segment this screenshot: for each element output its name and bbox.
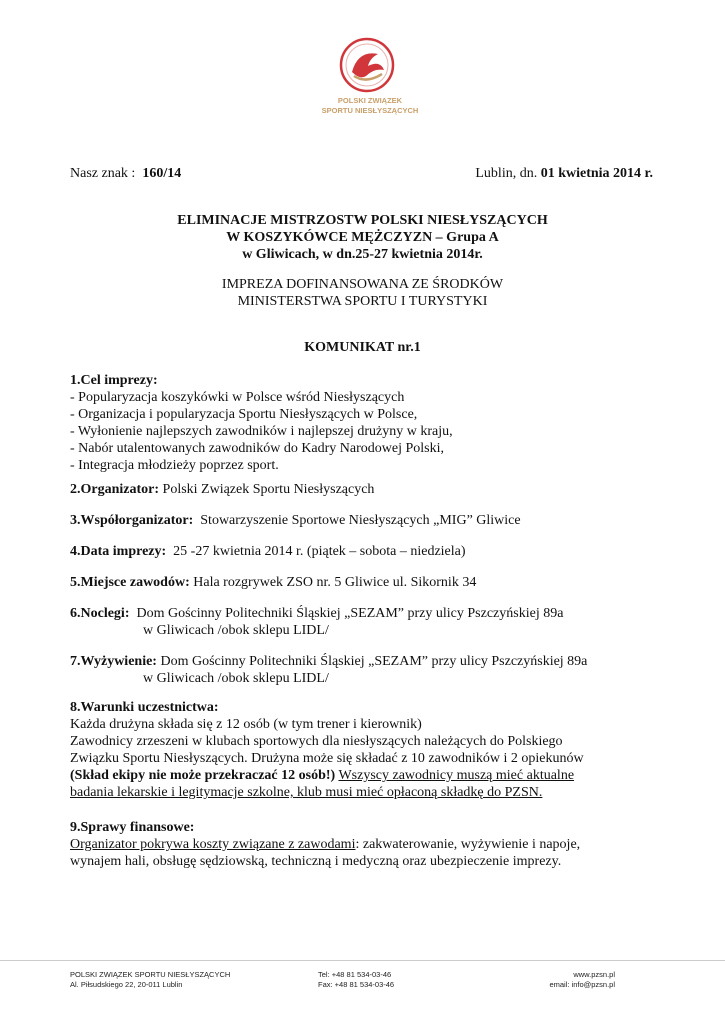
footer-www-link[interactable]: www.pzsn.pl bbox=[573, 970, 615, 979]
cel-item: - Nabór utalentowanych zawodników do Kadry Narodowej Polski, bbox=[70, 441, 445, 456]
wyzywienie-heading: 7.Wyżywienie: bbox=[70, 654, 157, 669]
miejsce-heading: 5.Miejsce zawodów: bbox=[70, 575, 190, 590]
footer-address: Al. Piłsudskiego 22, 20-011 Lublin bbox=[70, 980, 183, 989]
footer-email-link[interactable]: email: info@pzsn.pl bbox=[549, 980, 615, 989]
funding-line2: MINISTERSTWA SPORTU I TURYSTYKI bbox=[237, 294, 488, 309]
finanse-underlined: Organizator pokrywa koszty związane z zawodami bbox=[70, 837, 356, 852]
reference-number bbox=[70, 166, 181, 182]
data-text: 25 -27 kwietnia 2014 r. (piątek – sobota – niedziela) bbox=[173, 544, 466, 559]
funding-note bbox=[70, 276, 655, 310]
footer-divider bbox=[0, 960, 725, 961]
footer-contact bbox=[318, 970, 394, 990]
komunikat-title: KOMUNIKAT nr.1 bbox=[304, 340, 421, 355]
section-miejsce bbox=[70, 574, 670, 591]
cel-heading: 1.Cel imprezy: bbox=[70, 373, 158, 388]
date-value: 01 kwietnia 2014 r. bbox=[540, 166, 653, 181]
section-wspolorganizator bbox=[70, 512, 670, 529]
warunki-bold-note: (Skład ekipy nie może przekraczać 12 osób!) bbox=[70, 768, 336, 783]
organizator-heading: 2.Organizator: bbox=[70, 482, 160, 497]
wspolorganizator-heading: 3.Współorganizator: bbox=[70, 513, 194, 528]
warunki-heading: 8.Warunki uczestnictwa: bbox=[70, 700, 219, 715]
title-line3: w Gliwicach, w dn.25-27 kwietnia 2014r. bbox=[242, 247, 483, 262]
footer-org bbox=[70, 970, 230, 990]
data-heading: 4.Data imprezy: bbox=[70, 544, 167, 559]
section-noclegi bbox=[70, 605, 670, 639]
finanse-heading: 9.Sprawy finansowe: bbox=[70, 820, 195, 835]
title-line1: ELIMINACJE MISTRZOSTW POLSKI NIESŁYSZĄCYCH bbox=[177, 213, 548, 228]
cel-item: - Wyłonienie najlepszych zawodników i najlepszej drużyny w kraju, bbox=[70, 424, 453, 439]
organizator-text: Polski Związek Sportu Niesłyszących bbox=[162, 482, 375, 497]
footer-org-name: POLSKI ZWIĄZEK SPORTU NIESŁYSZĄCYCH bbox=[70, 970, 231, 979]
section-cel bbox=[70, 372, 670, 474]
warunki-underlined2: badania lekarskie i legitymacje szkolne, klub musi mieć opłaconą składkę do PZSN. bbox=[70, 785, 543, 800]
wyzywienie-text2: w Gliwicach /obok sklepu LIDL/ bbox=[143, 671, 329, 686]
warunki-underlined1: Wszyscy zawodnicy muszą mieć aktualne bbox=[338, 768, 575, 783]
finanse-line2: wynajem hali, obsługę sędziowską, techniczną i medyczną oraz ubezpieczenie imprezy. bbox=[70, 854, 562, 869]
finanse-line1-rest: : zakwaterowanie, wyżywienie i napoje, bbox=[355, 837, 581, 852]
warunki-line2: Zawodnicy zrzeszeni w klubach sportowych dla niesłyszących należących do Polskiego bbox=[70, 734, 563, 749]
noclegi-text: Dom Gościnny Politechniki Śląskiej „SEZAM” przy ulicy Pszczyńskiej 89a bbox=[136, 606, 564, 621]
section-organizator bbox=[70, 481, 670, 498]
wyzywienie-text: Dom Gościnny Politechniki Śląskiej „SEZAM” przy ulicy Pszczyńskiej 89a bbox=[160, 654, 588, 669]
section-wyzywienie bbox=[70, 653, 670, 687]
section-finanse bbox=[70, 819, 670, 870]
logo-line1: POLSKI ZWIĄZEK bbox=[337, 96, 403, 105]
wspolorganizator-text: Stowarzyszenie Sportowe Niesłyszących „MIG” Gliwice bbox=[200, 513, 521, 528]
document-date bbox=[475, 166, 653, 182]
cel-item: - Integracja młodzieży poprzez sport. bbox=[70, 458, 279, 473]
date-prefix: Lublin, dn. bbox=[475, 166, 538, 181]
miejsce-text: Hala rozgrywek ZSO nr. 5 Gliwice ul. Sikornik 34 bbox=[193, 575, 477, 590]
section-warunki bbox=[70, 699, 670, 801]
ref-label: Nasz znak : bbox=[70, 166, 136, 181]
footer-fax: Fax: +48 81 534-03-46 bbox=[318, 980, 395, 989]
ref-number: 160/14 bbox=[142, 166, 182, 181]
logo-line2: SPORTU NIESŁYSZĄCYCH bbox=[321, 106, 419, 115]
cel-item: - Popularyzacja koszykówki w Polsce wśród Niesłyszących bbox=[70, 390, 405, 405]
noclegi-text2: w Gliwicach /obok sklepu LIDL/ bbox=[143, 623, 329, 638]
cel-item: - Organizacja i popularyzacja Sportu Niesłyszących w Polsce, bbox=[70, 407, 418, 422]
footer-web bbox=[549, 970, 615, 990]
document-title bbox=[70, 212, 655, 263]
funding-line1: IMPREZA DOFINANSOWANA ZE ŚRODKÓW bbox=[221, 277, 504, 292]
section-data bbox=[70, 543, 670, 560]
title-line2: W KOSZYKÓWCE MĘŻCZYZN – Grupa A bbox=[226, 230, 499, 245]
noclegi-heading: 6.Noclegi: bbox=[70, 606, 130, 621]
warunki-line3: Związku Sportu Niesłyszących. Drużyna może się składać z 10 zawodników i 2 opiekunów bbox=[70, 751, 584, 766]
logo-org-name bbox=[300, 96, 440, 116]
footer-tel: Tel: +48 81 534-03-46 bbox=[318, 970, 392, 979]
warunki-line1: Każda drużyna składa się z 12 osób (w tym trener i kierownik) bbox=[70, 717, 422, 732]
